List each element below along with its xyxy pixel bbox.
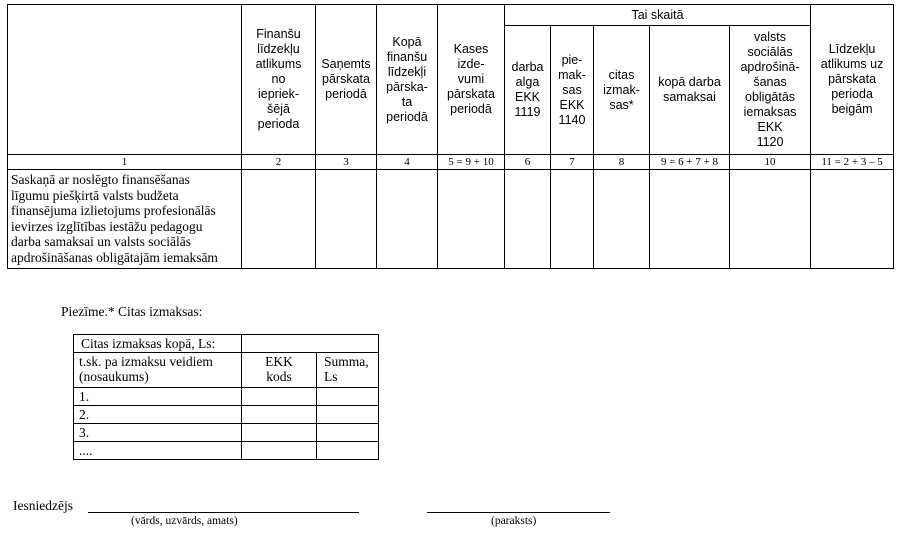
name-signature-line[interactable] bbox=[88, 512, 359, 513]
header-citas-izmaksas: citas izmak- sas* bbox=[594, 26, 650, 155]
data-cell[interactable] bbox=[730, 170, 811, 269]
header-darba-alga: darba alga EKK 1119 bbox=[505, 26, 551, 155]
data-cell[interactable] bbox=[438, 170, 505, 269]
header-tai-skaita: Tai skaitā bbox=[505, 5, 811, 26]
financing-table bbox=[7, 4, 894, 269]
sum-cell[interactable] bbox=[317, 406, 379, 424]
sum-cell[interactable] bbox=[317, 442, 379, 460]
other-costs-total-value[interactable] bbox=[242, 335, 379, 353]
data-cell[interactable] bbox=[505, 170, 551, 269]
description-header bbox=[8, 5, 242, 155]
row-description: Saskaņā ar noslēgto finansēšanas līgumu piešķirtā valsts budžeta finansējuma izlietojums profesionālās ievirzes izglītības iestāžu pedagogu darba samaksai un valsts sociālās apdrošināšanas obligātajām iemaksām bbox=[8, 170, 242, 269]
header-kases-izdevumi: Kases izde- vumi pārskata periodā bbox=[438, 5, 505, 155]
sum-header: Summa, Ls bbox=[317, 353, 379, 388]
header-valsts-socialas: valsts sociālās apdrošinā- šanas obligātās iemaksas EKK 1120 bbox=[730, 26, 811, 155]
column-number: 2 bbox=[242, 155, 316, 170]
header-lidzeklu-atlikums: Līdzekļu atlikums uz pārskata perioda beigām bbox=[811, 5, 894, 155]
column-number: 1 bbox=[8, 155, 242, 170]
column-number: 3 bbox=[316, 155, 377, 170]
data-cell[interactable] bbox=[650, 170, 730, 269]
data-cell[interactable] bbox=[242, 170, 316, 269]
ekk-code-header: EKK kods bbox=[242, 353, 317, 388]
column-number: 5 = 9 + 10 bbox=[438, 155, 505, 170]
data-cell[interactable] bbox=[316, 170, 377, 269]
cost-row-label: 2. bbox=[74, 406, 242, 424]
cost-row-label: .... bbox=[74, 442, 242, 460]
ekk-code-cell[interactable] bbox=[242, 406, 317, 424]
column-number: 4 bbox=[377, 155, 438, 170]
header-kopa-finansu: Kopā finanšu līdzekļi pārska- ta periodā bbox=[377, 5, 438, 155]
header-sanemts: Saņemts pārskata periodā bbox=[316, 5, 377, 155]
column-number: 10 bbox=[730, 155, 811, 170]
column-number: 8 bbox=[594, 155, 650, 170]
column-number: 7 bbox=[551, 155, 594, 170]
data-cell[interactable] bbox=[594, 170, 650, 269]
ekk-code-cell[interactable] bbox=[242, 424, 317, 442]
data-cell[interactable] bbox=[811, 170, 894, 269]
submitter-label: Iesniedzējs bbox=[13, 498, 73, 513]
cost-type-header: t.sk. pa izmaksu veidiem (nosaukums) bbox=[74, 353, 242, 388]
sum-cell[interactable] bbox=[317, 388, 379, 406]
ekk-code-cell[interactable] bbox=[242, 388, 317, 406]
other-costs-total-label: Citas izmaksas kopā, Ls: bbox=[74, 335, 242, 353]
header-finansu-atlikums: Finanšu līdzekļu atlikums no iepriek- šējā perioda bbox=[242, 5, 316, 155]
cost-row-label: 1. bbox=[74, 388, 242, 406]
column-number: 6 bbox=[505, 155, 551, 170]
note-label: Piezīme.* Citas izmaksas: bbox=[61, 304, 203, 319]
data-cell[interactable] bbox=[551, 170, 594, 269]
column-number: 11 = 2 + 3 – 5 bbox=[811, 155, 894, 170]
header-piemaksas: pie- mak- sas EKK 1140 bbox=[551, 26, 594, 155]
column-number: 9 = 6 + 7 + 8 bbox=[650, 155, 730, 170]
cost-row-label: 3. bbox=[74, 424, 242, 442]
sum-cell[interactable] bbox=[317, 424, 379, 442]
signature-caption: (paraksts) bbox=[491, 515, 537, 527]
data-cell[interactable] bbox=[377, 170, 438, 269]
header-kopa-darba-samaksai: kopā darba samaksai bbox=[650, 26, 730, 155]
other-costs-table bbox=[73, 334, 379, 460]
ekk-code-cell[interactable] bbox=[242, 442, 317, 460]
name-caption: (vārds, uzvārds, amats) bbox=[131, 515, 238, 527]
signature-line[interactable] bbox=[427, 512, 610, 513]
